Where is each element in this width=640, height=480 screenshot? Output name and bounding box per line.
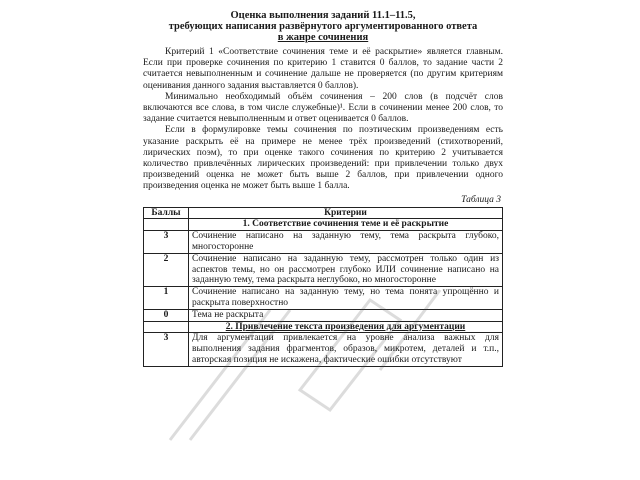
score-cell: 3 — [144, 231, 189, 254]
header-score: Баллы — [144, 207, 189, 219]
table-row — [144, 287, 503, 310]
criterion-cell: Сочинение написано на заданную тему, тема раскрыта глубоко, многосторонне — [189, 231, 503, 254]
score-cell: 2 — [144, 253, 189, 286]
title-line-3: в жанре сочинения — [277, 32, 369, 43]
section-title-1: 1. Соответствие сочинения теме и её раскрытие — [189, 219, 503, 231]
section-title-2: 2. Привлечение текста произведения для аргументации — [189, 321, 503, 333]
document-title — [143, 10, 503, 43]
section-row-2 — [144, 321, 503, 333]
table-row — [144, 333, 503, 366]
paragraph-criterion-1: Критерий 1 «Соответствие сочинения теме и её раскрытие» является главным. Если при проверке сочинения по критерию 1 ставится 0 баллов, то задание части 2 считается невыполненным и сочинение дальше не проверяется (по другим критериям оценивания данного задания выставляется 0 баллов). — [143, 47, 503, 91]
table-caption: Таблица 3 — [461, 194, 501, 205]
table-row — [144, 253, 503, 286]
document-page — [143, 8, 503, 474]
criterion-cell: Сочинение написано на заданную тему, рассмотрен только один из аспектов темы, но он рассмотрен глубоко ИЛИ сочинение написано на заданную тему, тема раскрыта неглубоко, но многосторонне — [189, 253, 503, 286]
score-cell: 3 — [144, 333, 189, 366]
paragraph-min-volume: Минимально необходимый объём сочинения – 200 слов (в подсчёт слов включаются все слова, в том числе служебные)¹. Если в сочинении менее 200 слов, то задание считается невыполненным и ответ оценивается 0 баллов. — [143, 91, 503, 125]
criterion-cell: Сочинение написано на заданную тему, но тема понята упрощённо и раскрыта поверхностно — [189, 287, 503, 310]
title-line-2: требующих написания развёрнутого аргументированного ответа — [168, 21, 478, 32]
score-cell: 0 — [144, 309, 189, 321]
paragraph-poetry-theme: Если в формулировке темы сочинения по поэтическим произведениям есть указание раскрыть её на примере не менее трёх произведений (стихотворений, лирических поэм), то при оценке такого сочинения по критерию 2 учитывается количество привлечённых лирических произведений: при привлечении только двух произведений оценка не может быть выше 2 баллов, при привлечении одного произведения оценка не может быть выше 1 балла. — [143, 125, 503, 192]
section-row-1 — [144, 219, 503, 231]
score-cell: 1 — [144, 287, 189, 310]
criteria-table — [143, 207, 503, 367]
table-header-row — [144, 207, 503, 219]
criterion-cell: Тема не раскрыта — [189, 309, 503, 321]
table-row — [144, 231, 503, 254]
title-line-1: Оценка выполнения заданий 11.1–11.5, — [230, 10, 416, 21]
table-row — [144, 309, 503, 321]
header-criteria: Критерии — [189, 207, 503, 219]
criterion-cell: Для аргументации привлекается на уровне анализа важных для выполнения задания фрагментов, образов, микротем, деталей и т.п., авторская позиция не искажена, фактические ошибки отсутствуют — [189, 333, 503, 366]
